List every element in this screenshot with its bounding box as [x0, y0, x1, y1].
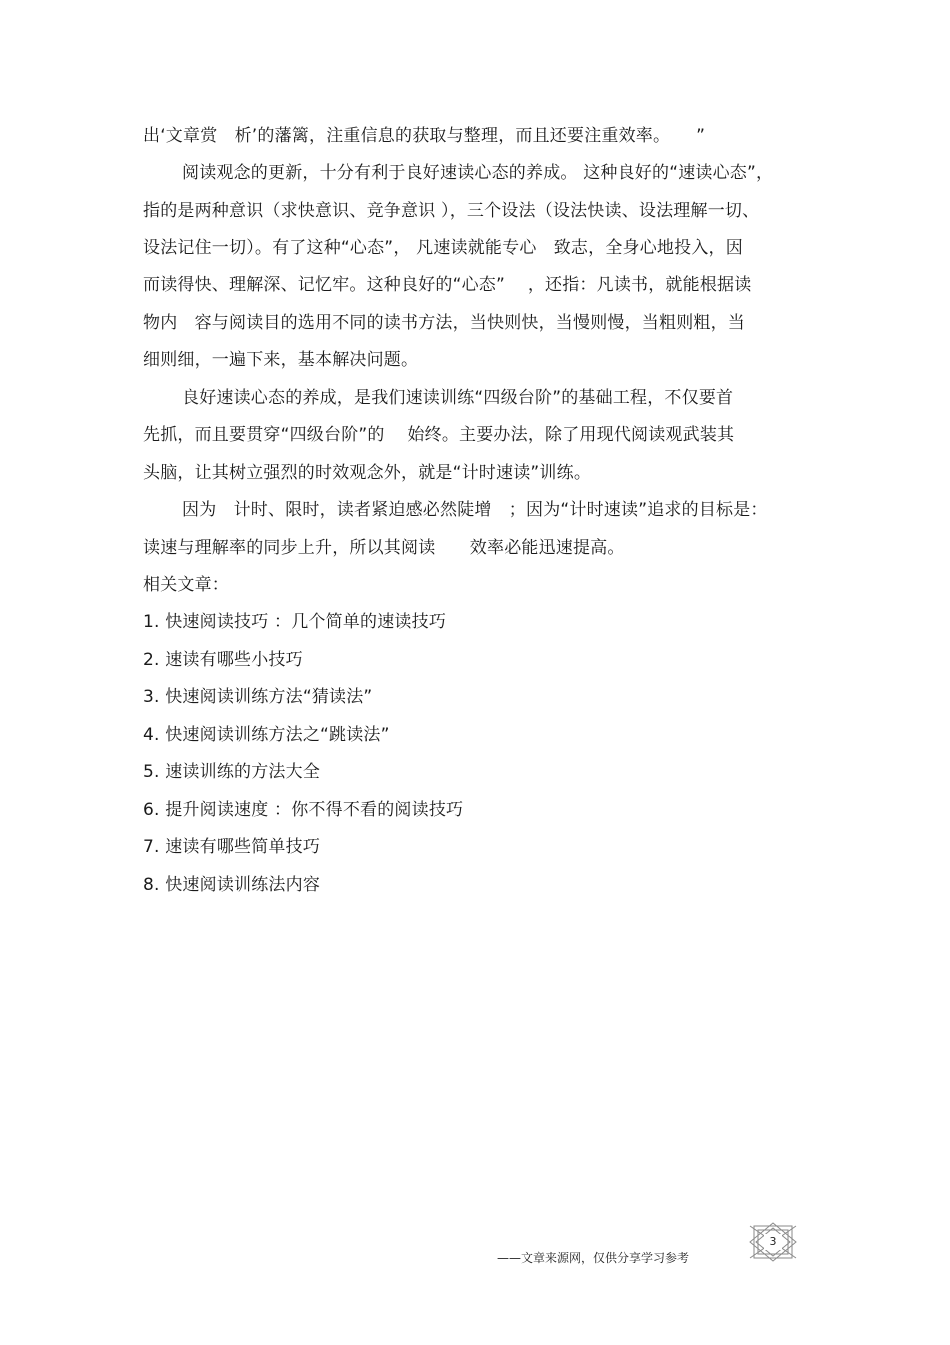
- paragraph-reading-concept-line: 细则细，一遍下来，基本解决问题。: [143, 350, 419, 370]
- paragraph-foundation-line: 先抓，而且要贯穿“四级台阶”的 始终。主要办法，除了用现代阅读观武装其: [143, 425, 735, 445]
- related-article-link[interactable]: 5. 速读训练的方法大全: [143, 762, 321, 782]
- related-article-link[interactable]: 8. 快速阅读训练法内容: [143, 875, 321, 895]
- paragraph-foundation-line: 良好速读心态的养成，是我们速读训练“四级台阶”的基础工程，不仅要首: [182, 388, 734, 408]
- related-article-link[interactable]: 2. 速读有哪些小技巧: [143, 650, 303, 670]
- paragraph-reading-concept-line: 而读得快、理解深、记忆牢。这种良好的“心态” ，还指：凡读书，就能根据读: [143, 275, 752, 295]
- page-number: 3: [769, 1235, 777, 1248]
- paragraph-intro-line: 出‘文章赏 析’的藩篱，注重信息的获取与整理，而且还要注重效率。 ”: [143, 126, 706, 146]
- paragraph-timed-line: 读速与理解率的同步上升，所以其阅读 效率必能迅速提高。: [143, 538, 625, 558]
- related-article-link[interactable]: 4. 快速阅读训练方法之“跳读法”: [143, 725, 390, 745]
- footer-source-note: ——文章来源网，仅供分享学习参考: [497, 1251, 690, 1265]
- paragraph-timed-line: 因为 计时、限时，读者紧迫感必然陡增 ；因为“计时速读”追求的目标是：: [182, 500, 768, 520]
- paragraph-foundation-line: 头脑，让其树立强烈的时效观念外，就是“计时速读”训练。: [143, 463, 592, 483]
- related-article-link[interactable]: 7. 速读有哪些简单技巧: [143, 837, 321, 857]
- paragraph-reading-concept-line: 设法记住一切）。有了这种“心态”， 凡速读就能专心 致志，全身心地投入，因: [143, 238, 743, 258]
- related-article-link[interactable]: 3. 快速阅读训练方法“猜读法”: [143, 687, 373, 707]
- paragraph-reading-concept-line: 物内 容与阅读目的选用不同的读书方法，当快则快，当慢则慢，当粗则粗，当: [143, 313, 745, 333]
- paragraph-reading-concept-line: 阅读观念的更新，十分有利于良好速读心态的养成。 这种良好的“速读心态”，: [182, 163, 774, 183]
- related-article-link[interactable]: 6. 提升阅读速度 ：你不得不看的阅读技巧: [143, 800, 464, 820]
- related-article-link[interactable]: 1. 快速阅读技巧 ：几个简单的速读技巧: [143, 612, 447, 632]
- page-number-badge: [748, 1222, 798, 1262]
- related-articles-heading: 相关文章：: [143, 575, 229, 595]
- paragraph-reading-concept-line: 指的是两种意识（求快意识、竞争意识 ），三个设法（设法快读、设法理解一切、: [143, 201, 760, 221]
